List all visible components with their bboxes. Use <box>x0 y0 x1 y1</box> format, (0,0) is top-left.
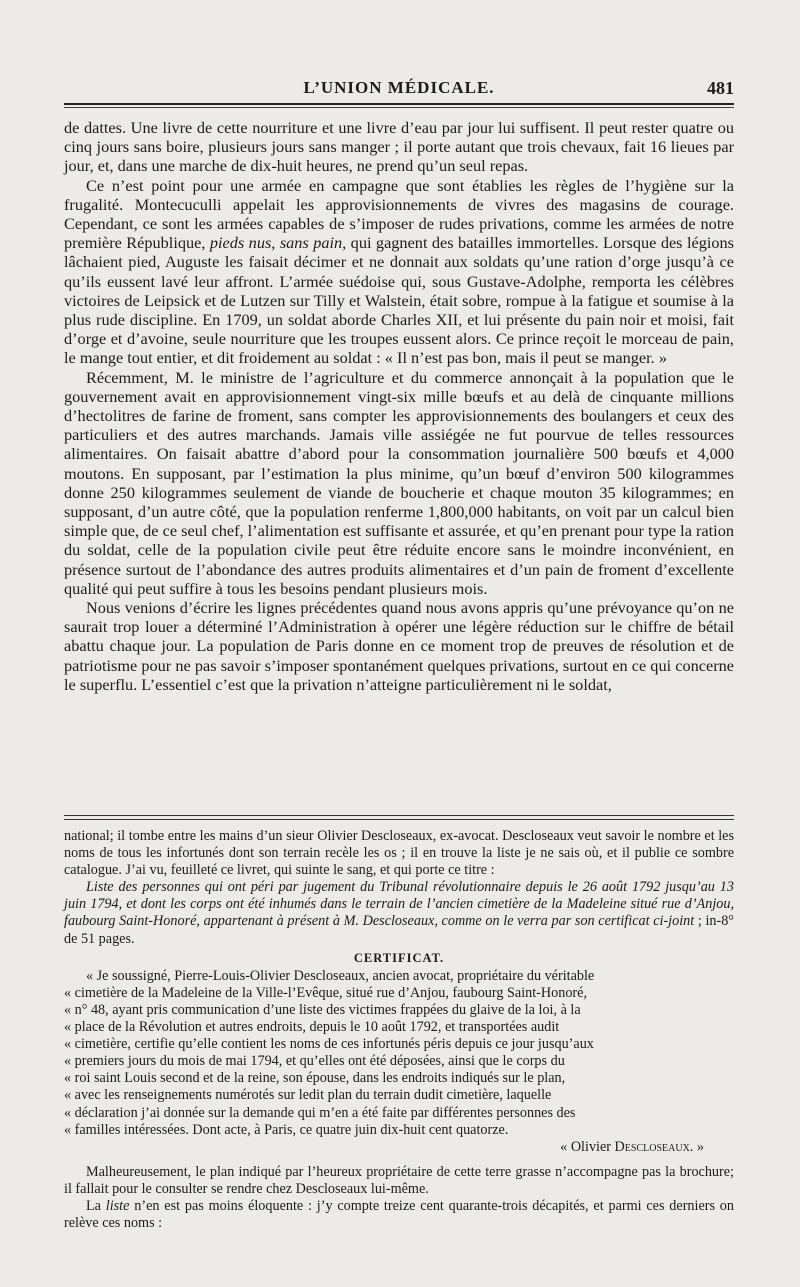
certificate-line: « n° 48, ayant pris communication d’une liste des victimes frappées du glaive de la loi, à la <box>64 1001 581 1018</box>
footnote-paragraph-plan: Malheureusement, le plan indiqué par l’heureux propriétaire de cette terre grasse n’accompagne pas la brochure; il fallait pour le consulter se rendre chez Descloseaux lui-même. <box>64 1163 734 1197</box>
paragraph-2-start: Ce n’est point pour une armée en campagne que sont établies les règles de l’hygiène sur la frugalité. Montecuculli appelait les approvisionnements de vivres des magasins de courage. Cependant, ce sont les armées capables de s’imposer de rudes privations, comme les armées de notre première République, <box>64 175 734 253</box>
footnote-paragraph-list <box>64 1198 734 1232</box>
certificate-line: « premiers jours du mois de mai 1794, et qu’elles ont été déposées, ainsi que le corps du <box>64 1053 565 1070</box>
footnote-intro: national; il tombe entre les mains d’un sieur Olivier Descloseaux, ex-avocat. Descloseaux veut savoir le nombre et les noms de tous les infortunés dont son terrain recèle les os ; il en trouve la liste je ne sais où, et il publie ce sombre catalogue. J’ai vu, feuilleté ce livret, qui suinte le sang, et qui porte ce titre : <box>64 828 734 879</box>
signature-suffix: » <box>693 1138 704 1155</box>
paragraph-2-italic: pieds nus, sans pain, <box>209 233 347 253</box>
pamphlet-title-italic: Liste des personnes qui ont péri par jugement du Tribunal révolutionnaire depuis le 26 août 1792 jusqu’au 13 juin 1794, et dont les corps ont été inhumés dans le terrain de l’ancien cimetière de la Madeleine situé rue d’Anjou, faubourg Saint-Honoré, appartenant à présent à M. Descloseaux, comme on le verra par son certificat ci-joint <box>64 879 734 930</box>
list-rest: n’en est pas moins éloquente : j’y compte treize cent quarante-trois décapités, et parmi ces derniers on relève ces noms : <box>64 1197 734 1232</box>
main-text <box>64 118 734 694</box>
page-number: 481 <box>707 78 734 98</box>
certificate-line: « cimetière, certifie qu’elle contient les noms de ces infortunés péris depuis ce jour jusqu’aux <box>64 1036 594 1053</box>
certificate-line: « roi saint Louis second et de la reine, son épouse, dans les endroits indiqués sur le plan, <box>64 1070 566 1087</box>
footnote-rule-secondary <box>64 819 734 820</box>
certificate-line: « familles intéressées. Dont acte, à Paris, ce quatre juin dix-huit cent quatorze. <box>64 1121 509 1138</box>
pamphlet-title <box>64 879 734 947</box>
signature-prefix: « Olivier <box>560 1138 615 1155</box>
paragraph-4: Nous venions d’écrire les lignes précédentes quand nous avons appris qu’une prévoyance qu’on ne saurait trop louer a déterminé l’Administration à opérer une légère réduction sur le chiffre de bétail abattu chaque jour. La population de Paris donne en ce moment trop de preuves de résolution et de patriotisme pour ne pas savoir s’imposer spontanément quelques privations, surtout en ce qui concerne le superflu. L’essentiel c’est que la privation n’atteigne particulièrement ni le soldat, <box>64 598 734 694</box>
paragraph-2-end: qui gagnent des batailles immortelles. Lorsque des légions lâchaient pied, Auguste les faisait décimer et ne donnait aux soldats qu’une ration d’orge jusqu’à ce qu’ils eussent lavé leur affront. L’armée suédoise qui, sous Gustave-Adolphe, remporta les célèbres victoires de Leipsick et de Lutzen sur Tilly et Walstein, était sobre, rompue à la fatigue et soumise à la plus rude discipline. En 1709, un soldat aborde Charles XII, et lui présente du pain noir et moisi, fait d’orge et d’avoine, seule nourriture que les troupes eussent alors. Ce prince reçoit le morceau de pain, le mange tout entier, et dit froidement au soldat : « Il n’est pas bon, mais il peut se manger. » <box>64 233 734 368</box>
list-prefix: La <box>86 1197 106 1214</box>
signature-name: Descloseaux. <box>614 1138 694 1155</box>
header-rule <box>64 103 734 108</box>
paragraph-3: Récemment, M. le ministre de l’agriculture et du commerce annonçait à la population que le gouvernement avait en approvisionnement vingt-six mille bœufs et au delà de cinquante millions d’hectolitres de farine de froment, sans compter les approvisionnements des boulangers et ceux des particuliers et des autres marchands. Jamais ville assiégée ne fut pourvue de telles ressources alimentaires. On faisait abattre d’abord pour la consommation journalière 500 bœufs et 4,000 moutons. En supposant, par l’estimation la plus minime, qu’un bœuf d’environ 500 kilogrammes donne 250 kilogrammes seulement de viande de boucherie et chaque mouton 35 kilogrammes; en supposant, d’un autre côté, que la population renferme 1,800,000 habitants, on voit par un calcul bien simple que, de ce seul chef, l’alimentation est suffisante et assurée, et qu’en prenant pour type la ration du soldat, celle de la population civile peut être réduite encore sans le moindre inconvénient, en présence surtout de l’abondance des autres produits alimentaires et d’un pain de froment d’excellente qualité qui peut suffire à tous les besoins pendant plusieurs mois. <box>64 367 734 598</box>
paragraph-2 <box>64 176 734 368</box>
certificate-heading: CERTIFICAT. <box>353 950 445 965</box>
certificate-signature <box>64 1139 734 1156</box>
certificate-line: « cimetière de la Madeleine de la Ville-l’Evêque, situé rue d’Anjou, faubourg Saint-Honoré, <box>64 984 587 1001</box>
certificate-line: « avec les renseignements numérotés sur ledit plan du terrain dudit cimetière, laquelle <box>64 1087 552 1104</box>
certificate-line: « place de la Révolution et autres endroits, depuis le 10 août 1792, et transportées audit <box>64 1019 560 1036</box>
certificate-line: « déclaration j’ai donnée sur la demande qui m’en a été faite par différentes personnes des <box>64 1104 576 1121</box>
paragraph-1: de dattes. Une livre de cette nourriture et une livre d’eau par jour lui suffisent. Il peut rester quatre ou cinq jours sans boire, plusieurs jours sans manger ; il porte autant que trois chevaux, fait 16 lieues par jour, et, dans une marche de dix-huit heures, ne prend qu’un seul repas. <box>64 118 734 176</box>
certificate-line: « Je soussigné, Pierre-Louis-Olivier Descloseaux, ancien avocat, propriétaire du véritable <box>86 967 595 984</box>
list-italic: liste <box>105 1197 130 1214</box>
footnote-rule <box>64 815 734 816</box>
running-title: L’UNION MÉDICALE. <box>303 78 495 97</box>
footnote-block <box>64 828 734 1232</box>
certificate-body <box>64 968 734 1139</box>
running-head <box>64 74 734 102</box>
spacer <box>64 1156 734 1164</box>
pamphlet-title-tail: ; in-8° de 51 pages. <box>64 913 734 947</box>
